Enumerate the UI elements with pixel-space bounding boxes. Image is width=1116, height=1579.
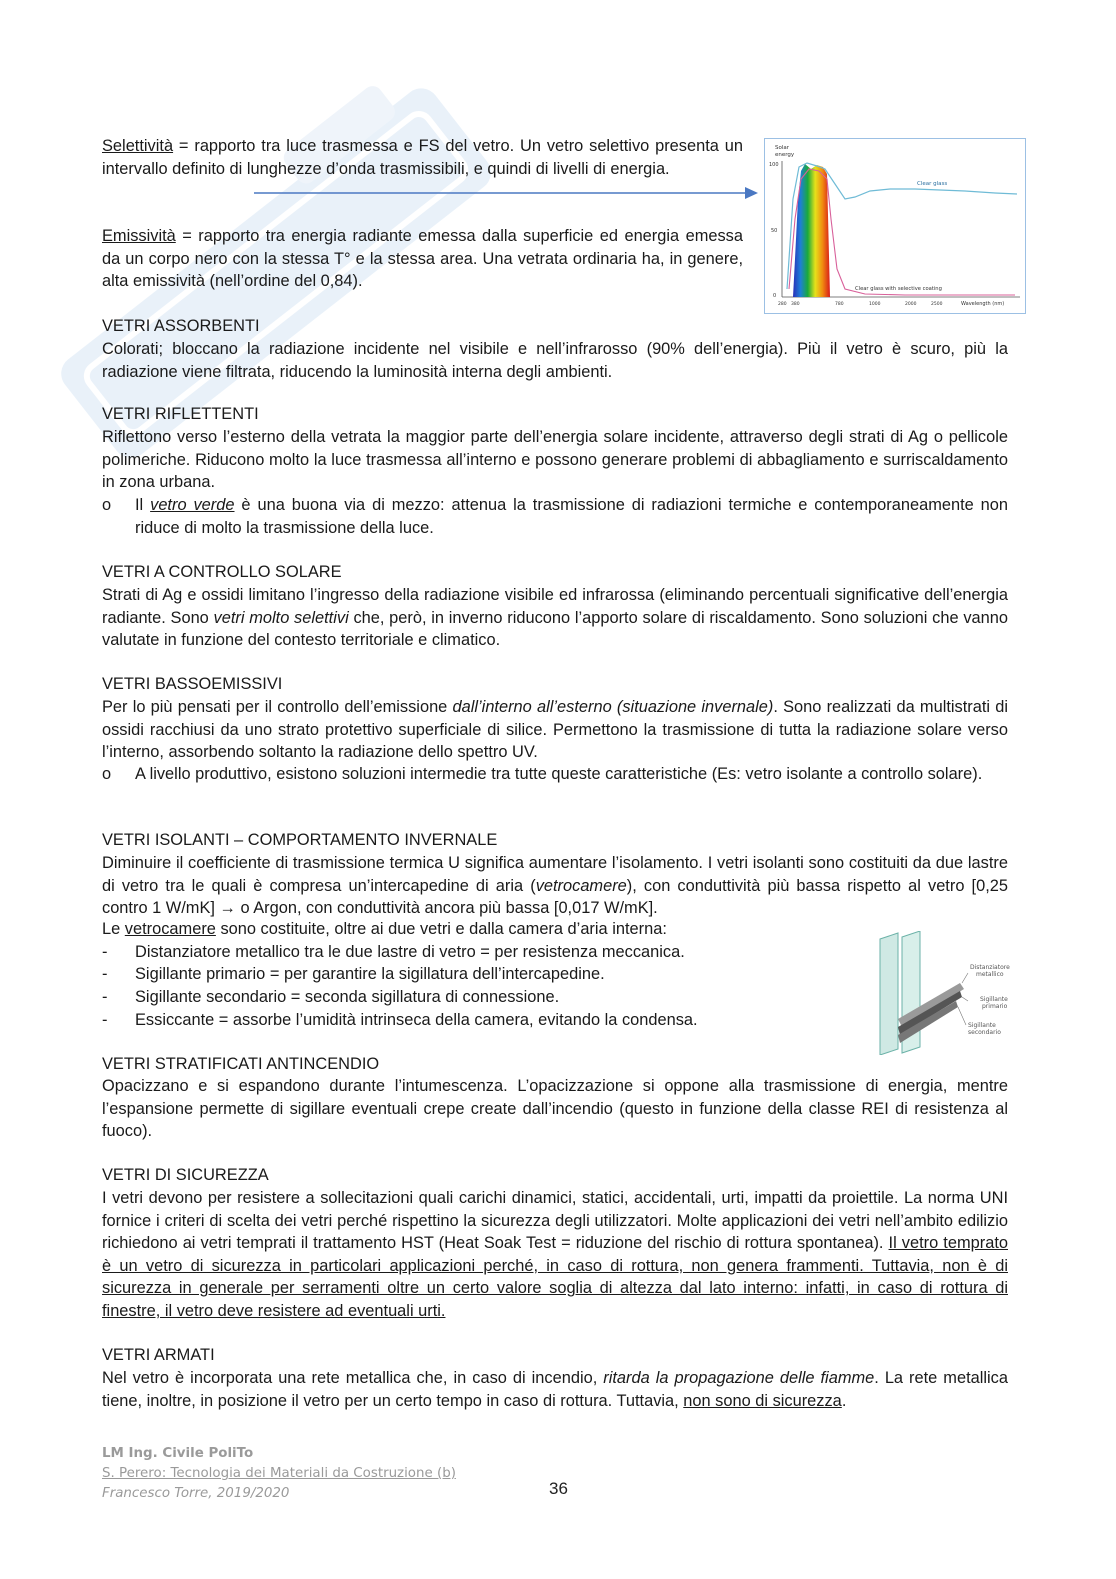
x-tick-780: 780 [835, 302, 844, 307]
x-tick-1000: 1000 [869, 302, 881, 307]
body-controllo-solare [102, 584, 1008, 652]
footer-line2: S. Perero: Tecnologia dei Materiali da Costruzione (b) [102, 1466, 456, 1481]
heading-controllo-solare: VETRI A CONTROLLO SOLARE [102, 563, 342, 581]
clear-glass-label: Clear glass [917, 181, 948, 187]
be-em: dall’interno all’esterno (situazione invernale) [452, 698, 774, 716]
arrow-to-figure [240, 186, 760, 200]
bullet-marker: o [102, 765, 112, 783]
x-tick-2500: 2500 [931, 302, 943, 307]
list-item-primario [102, 963, 802, 986]
label-metallico: metallico [976, 971, 1004, 978]
spectrum-chart [765, 139, 1025, 313]
list-item-text: Sigillante primario = per garantire la sigillatura dell’intercapedine. [135, 965, 605, 983]
cs-post: che, però, in inverno riducono l’apporto solare di riscaldamento. Sono soluzioni che vanno valutate in funzione del contesto territoriale e climatico. [102, 608, 1008, 650]
glass-unit-drawing [876, 931, 1014, 1055]
list-item-essiccante [102, 1009, 802, 1032]
list-item-text: Sigillante secondario = seconda sigillatura di connessione. [135, 988, 560, 1006]
bullet-post: è una buona via di mezzo: attenua la trasmissione di radiazioni termiche e contemporaneamente non riduce di molto la trasmissione della luce. [135, 496, 1009, 537]
ar-em: ritarda la propagazione delle fiamme [603, 1369, 875, 1387]
is-pre: Diminuire il coefficiente di trasmissione termica U significa aumentare l’isolamento. I vetri isolanti sono costituiti da due lastre di vetro tra le quali è compresa un’intercapedine di aria ( [102, 854, 1008, 895]
spectrum-figure [764, 138, 1026, 314]
ar-end: . [841, 1391, 847, 1410]
footer-line1: LM Ing. Civile PoliTo [102, 1446, 254, 1461]
y-label-line2: energy [775, 152, 795, 158]
list-item-text: Essiccante = assorbe l’umidità intrinseca della camera, evitando la condensa. [135, 1011, 698, 1029]
list-item-secondario [102, 986, 802, 1009]
dash: - [102, 1011, 108, 1029]
heading-stratificati: VETRI STRATIFICATI ANTINCENDIO [102, 1055, 380, 1073]
y-tick-0: 0 [773, 293, 777, 299]
page-number: 36 [549, 1479, 568, 1498]
label-sigillante-1: Sigillante [980, 996, 1008, 1003]
body-sicurezza [102, 1187, 1008, 1323]
vetro-verde-em: vetro verde [150, 496, 235, 514]
x-tick-2000: 2000 [905, 302, 917, 307]
ar-mid: . La rete metallica tiene, inoltre, in posizione il vetro per un certo tempo in caso di rottura. Tuttavia, [102, 1369, 1008, 1410]
sic-underlined: Il vetro temprato è un vetro di sicurezza in particolari applicazioni perché, in caso di rottura, non genera frammenti. Tuttavia, non è di sicurezza in generale per serramenti oltre un certo valore soglia di altezza dal lato interno: infatti, in caso di rottura di finestre, il vetro deve resistere ad eventuali urti. [102, 1234, 1008, 1320]
heading-isolanti: VETRI ISOLANTI – COMPORTAMENTO INVERNALE [102, 831, 498, 849]
selettivita-text: = rapporto tra luce trasmessa e FS del vetro. Un vetro selettivo presenta un intervallo definito di lunghezze d’onda trasmissibili, e quindi di livelli di energia. [102, 137, 743, 178]
dash: - [102, 988, 108, 1006]
dash: - [102, 965, 108, 983]
bullet-text [135, 494, 1008, 539]
body-bassoemissivi [102, 696, 1008, 764]
vetrocamere-intro [102, 918, 802, 941]
dash: - [102, 943, 108, 961]
le: Le [102, 920, 125, 938]
cs-pre: Strati di Ag e ossidi limitano l’ingresso della radiazione visibile ed infrarossa (eliminando percentuali significative dell’energia radiante. Sono [102, 586, 1008, 627]
x-tick-280: 280 [778, 302, 787, 307]
heading-riflettenti: VETRI RIFLETTENTI [102, 405, 259, 423]
be-pre: Per lo più pensati per il controllo dell’emissione [102, 698, 453, 716]
emissivita-paragraph [102, 225, 743, 293]
bullet-text: A livello produttivo, esistono soluzioni intermedie tra tutte queste caratteristiche (Es: vetro isolante a controllo solare). [135, 765, 983, 783]
footer-line3: Francesco Torre, 2019/2020 [102, 1486, 290, 1501]
bullet-intermedie [102, 763, 1008, 786]
x-tick-380: 380 [791, 302, 800, 307]
body-stratificati: Opacizzano e si espandono durante l’intumescenza. L’opacizzazione si oppone alla trasmissione di energia, mentre l’espansione permette di sigillare eventuali crepe create dall’incendio (questo in funzione della classe REI di resistenza al fuoco). [102, 1077, 1008, 1141]
heading-assorbenti: VETRI ASSORBENTI [102, 317, 260, 335]
selettivita-term: Selettività [102, 137, 174, 155]
heading-bassoemissivi: VETRI BASSOEMISSIVI [102, 675, 283, 693]
is-post: ), con conduttività più bassa rispetto al vetro [0,25 contro 1 W/mK] → o Argon, con conduttività ancora più bassa [0,017 W/mK]. [102, 876, 1008, 918]
is-em: vetrocamere [535, 876, 627, 895]
glass-unit-figure [876, 931, 1014, 1055]
label-primario: primario [982, 1003, 1008, 1010]
ar-underlined: non sono di sicurezza [683, 1391, 842, 1410]
bullet-vetro-verde [102, 494, 1008, 539]
body-isolanti [102, 852, 1008, 920]
bullet-marker: o [102, 496, 112, 514]
selective-label: Clear glass with selective coating [855, 286, 942, 292]
list-item-distanziatore [102, 941, 802, 964]
vetrocamere-term: vetrocamere [124, 920, 216, 938]
selettivita-paragraph [102, 135, 743, 180]
emissivita-text: = rapporto tra energia radiante emessa dalla superficie ed energia emessa da un corpo nero con la stessa T° e la stessa area. Una vetrata ordinaria ha, in genere, alta emissività (nell’ordine del 0,84). [102, 227, 743, 291]
bullet-pre: Il [135, 496, 151, 514]
label-distanziatore: Distanziatore [970, 964, 1010, 971]
visible-band [793, 164, 830, 297]
list-item-text: Distanziatore metallico tra le due lastre di vetro = per resistenza meccanica. [135, 943, 685, 961]
y-tick-100: 100 [769, 162, 779, 168]
label-sigillante-2: Sigillante [968, 1022, 996, 1029]
vetrocamere-intro-post: sono costituite, oltre ai due vetri e dalla camera d’aria interna: [215, 920, 667, 938]
label-secondario: secondario [968, 1029, 1001, 1036]
body-assorbenti: Colorati; bloccano la radiazione incidente nel visibile e nell’infrarosso (90% dell’energia). Più il vetro è scuro, più la radiazione viene filtrata, riducendo la luminosità interna degli ambienti. [102, 340, 1008, 381]
y-tick-50: 50 [771, 228, 778, 234]
y-label-line1: Solar [775, 145, 790, 151]
ar-pre: Nel vetro è incorporata una rete metallica che, in caso di incendio, [102, 1369, 604, 1387]
sic-body: I vetri devono per resistere a sollecitazioni quali carichi dinamici, statici, accidentali, urti, impatti da proiettile. La norma UNI fornice i criteri di scelta dei vetri perché rispettino la sicurezza degli utilizzatori. Molte applicazioni dei vetri nell’ambito edilizio richiedono ai vetri temprati il trattamento HST (Heat Soak Test = riduzione del rischio di rottura spontanea). [102, 1189, 1008, 1253]
cs-em: vetri molto selettivi [213, 608, 349, 627]
heading-armati: VETRI ARMATI [102, 1346, 215, 1364]
body-armati [102, 1367, 1008, 1412]
heading-sicurezza: VETRI DI SICUREZZA [102, 1166, 269, 1184]
x-axis-label: Wavelength (nm) [961, 301, 1005, 307]
body-riflettenti: Riflettono verso l’esterno della vetrata la maggior parte dell’energia solare incidente, attraverso degli strati di Ag o pellicole polimeriche. Riducono molto la luce trasmessa all’interno e possono generare problemi di abbagliamento e surriscaldamento in zona urbana. [102, 428, 1008, 492]
be-post: . Sono realizzati da multistrati di ossidi racchiusi da uno strato protettivo superficiale di silice. Permettono la trasmissione di tutta la radiazione solare verso l’interno, assorbendo soltanto la radiazione dello spettro UV. [102, 698, 1009, 762]
emissivita-term: Emissività [102, 227, 176, 245]
